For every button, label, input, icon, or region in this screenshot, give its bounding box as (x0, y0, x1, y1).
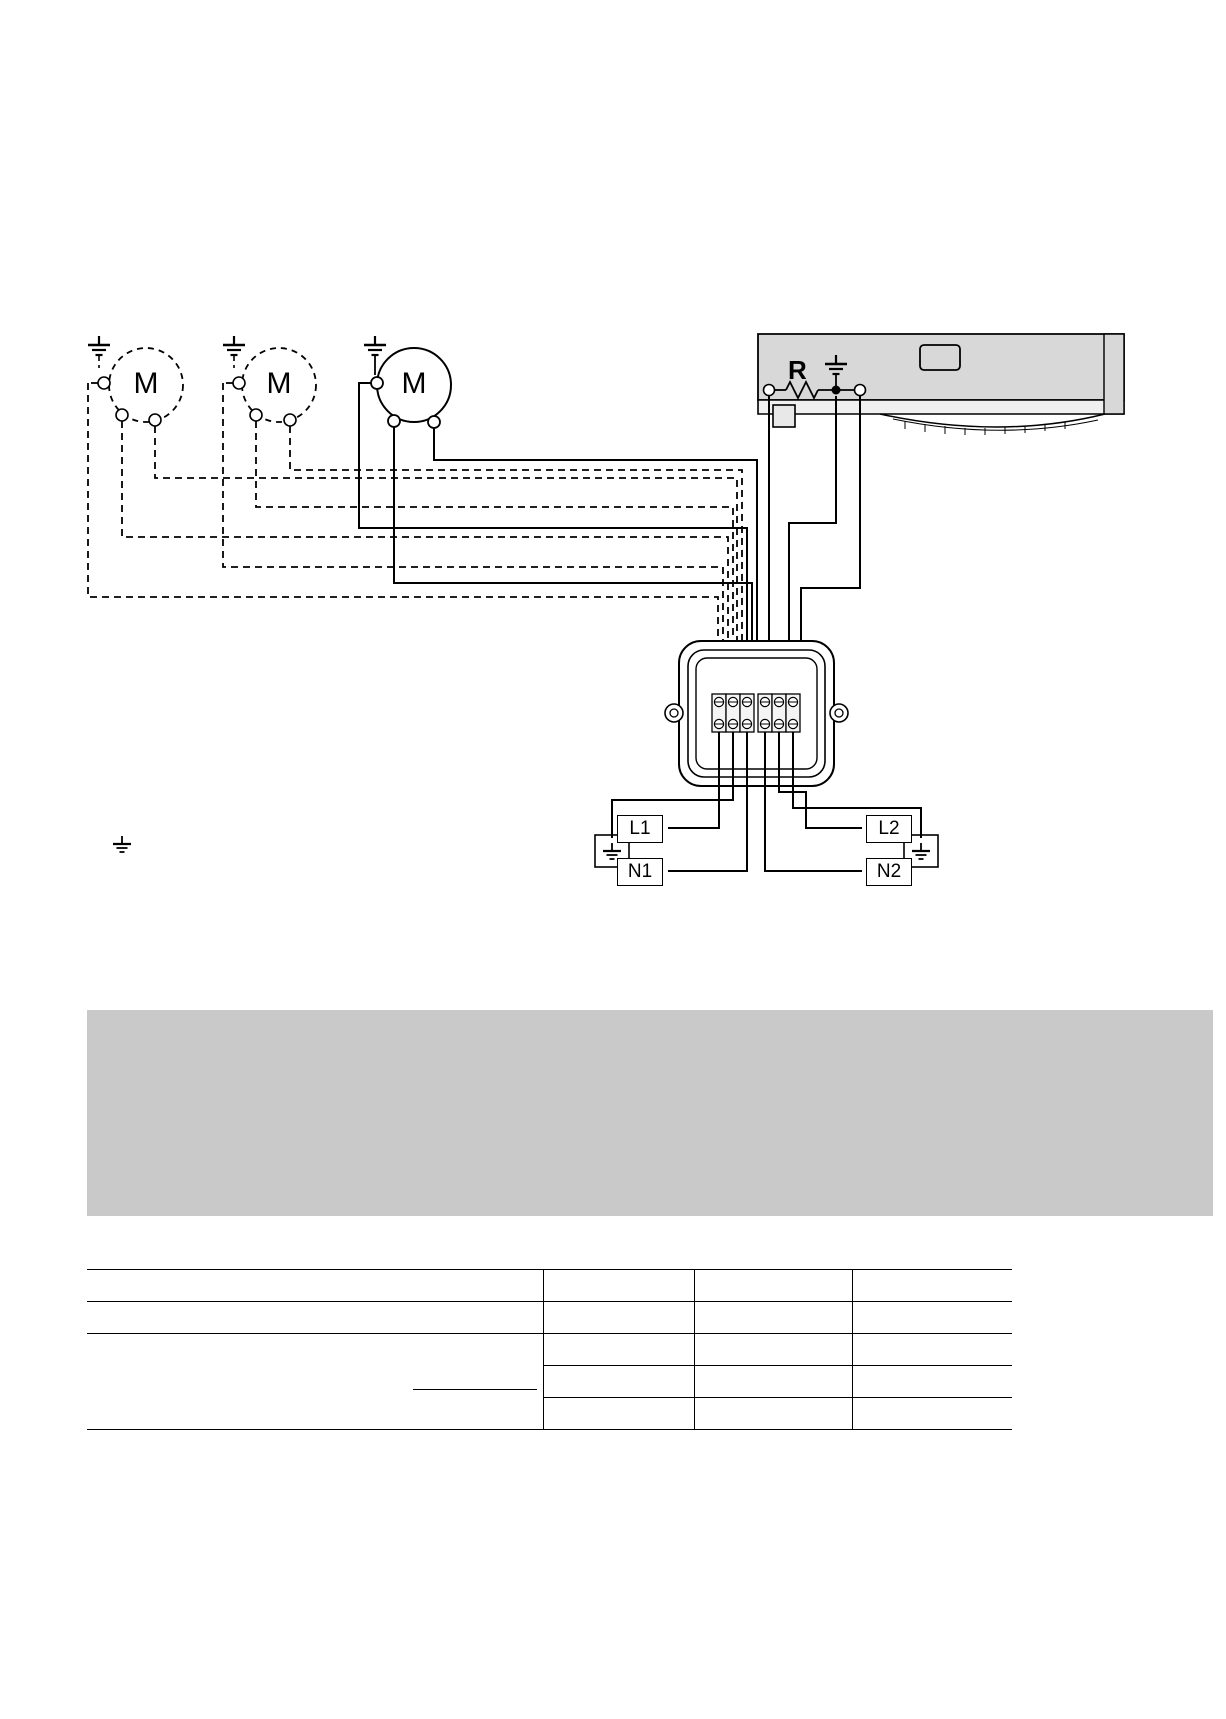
table-row (87, 1366, 1012, 1398)
spec-table (87, 1269, 1012, 1430)
label-l2: L2 (866, 815, 912, 843)
table-row (87, 1270, 1012, 1302)
label-n2: N2 (866, 858, 912, 886)
table-row (87, 1334, 1012, 1366)
resistor-label: R (788, 355, 807, 385)
legend-earth-icon (113, 836, 131, 852)
motor-2-label: M (266, 367, 292, 400)
panel-right (563, 1010, 1213, 1216)
heater-unit (758, 334, 1124, 435)
label-n1: N1 (617, 858, 663, 886)
motor-3-label: M (401, 367, 427, 400)
dashed-wiring (88, 383, 742, 700)
motor-1-label: M (133, 367, 159, 400)
label-l1: L1 (617, 815, 663, 843)
panel-left (87, 1010, 593, 1216)
supply-earth-symbols (603, 843, 930, 859)
partial-rule (413, 1374, 537, 1390)
terminal-box (665, 641, 848, 786)
table-row (87, 1398, 1012, 1430)
table-row (87, 1302, 1012, 1334)
